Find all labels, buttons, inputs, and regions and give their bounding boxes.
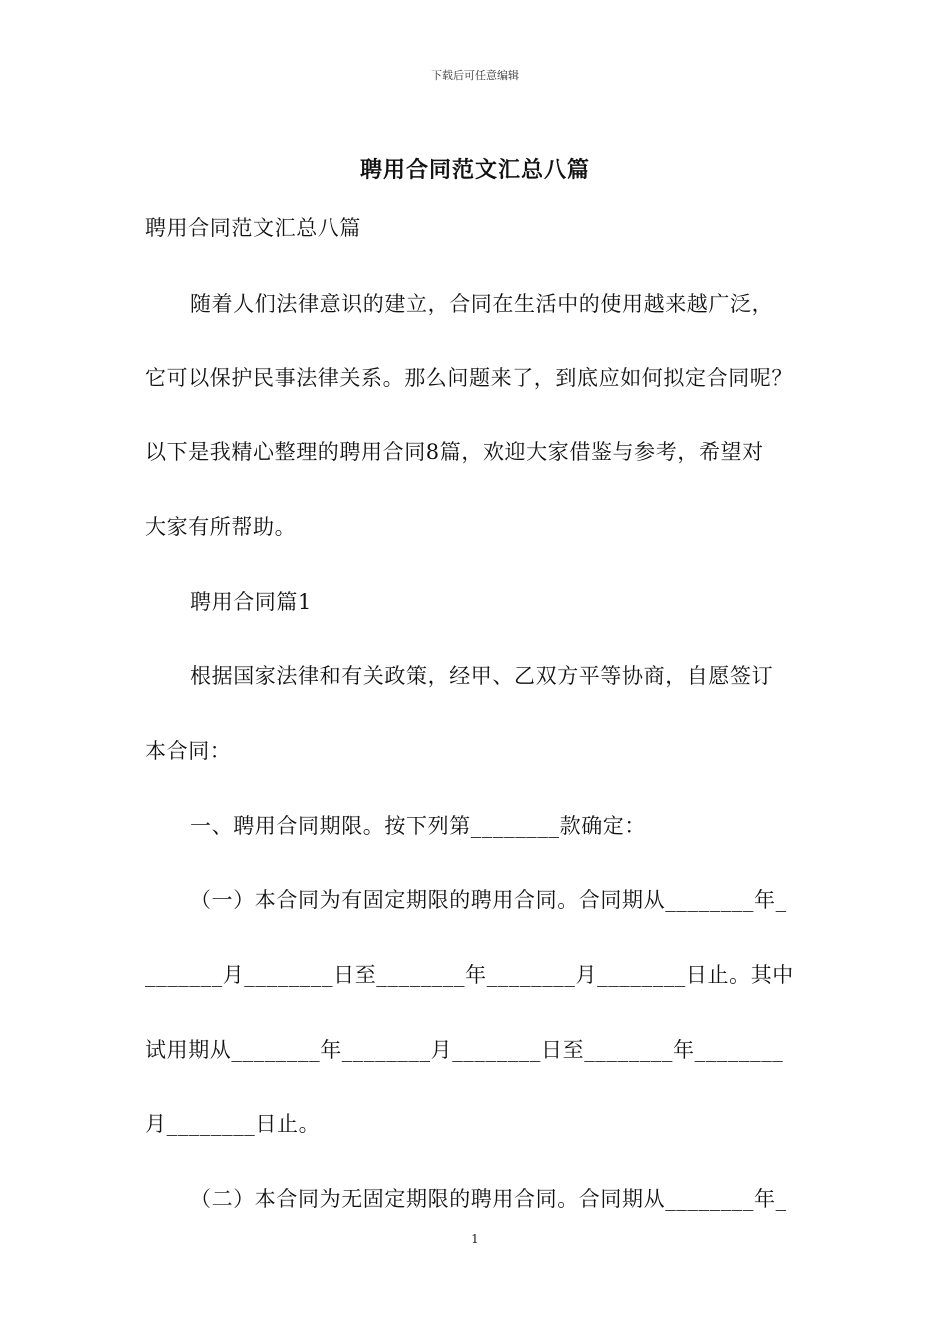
paragraph-line: 本合同： xyxy=(145,739,232,763)
subtitle-line: 聘用合同范文汇总八篇 xyxy=(145,216,361,240)
clause-line: （二）本合同为无固定期限的聘用合同。合同期从________年_ xyxy=(190,1187,787,1211)
page-number: 1 xyxy=(471,1232,479,1246)
paragraph-line: 根据国家法律和有关政策，经甲、乙双方平等协商，自愿签订 xyxy=(190,664,774,688)
clause-line: （一）本合同为有固定期限的聘用合同。合同期从________年_ xyxy=(190,888,787,912)
clause-line: 试用期从________年________月________日至________年________ xyxy=(145,1038,784,1062)
paragraph-line: 大家有所帮助。 xyxy=(145,515,297,539)
paragraph-line: 以下是我精心整理的聘用合同8篇，欢迎大家借鉴与参考，希望对 xyxy=(145,440,764,464)
clause-line: 月________日止。 xyxy=(145,1112,321,1136)
paragraph-line: 随着人们法律意识的建立，合同在生活中的使用越来越广泛， xyxy=(190,292,774,316)
clause-line: _______月________日至________年________月________日止。其中 xyxy=(145,963,794,987)
header-note: 下载后可任意编辑 xyxy=(431,69,519,82)
paragraph-line: 它可以保护民事法律关系。那么问题来了，到底应如何拟定合同呢？ xyxy=(145,366,793,390)
section-heading: 聘用合同篇1 xyxy=(190,590,312,614)
document-title: 聘用合同范文汇总八篇 xyxy=(359,157,590,183)
clause-line: 一、聘用合同期限。按下列第________款确定： xyxy=(190,814,646,838)
